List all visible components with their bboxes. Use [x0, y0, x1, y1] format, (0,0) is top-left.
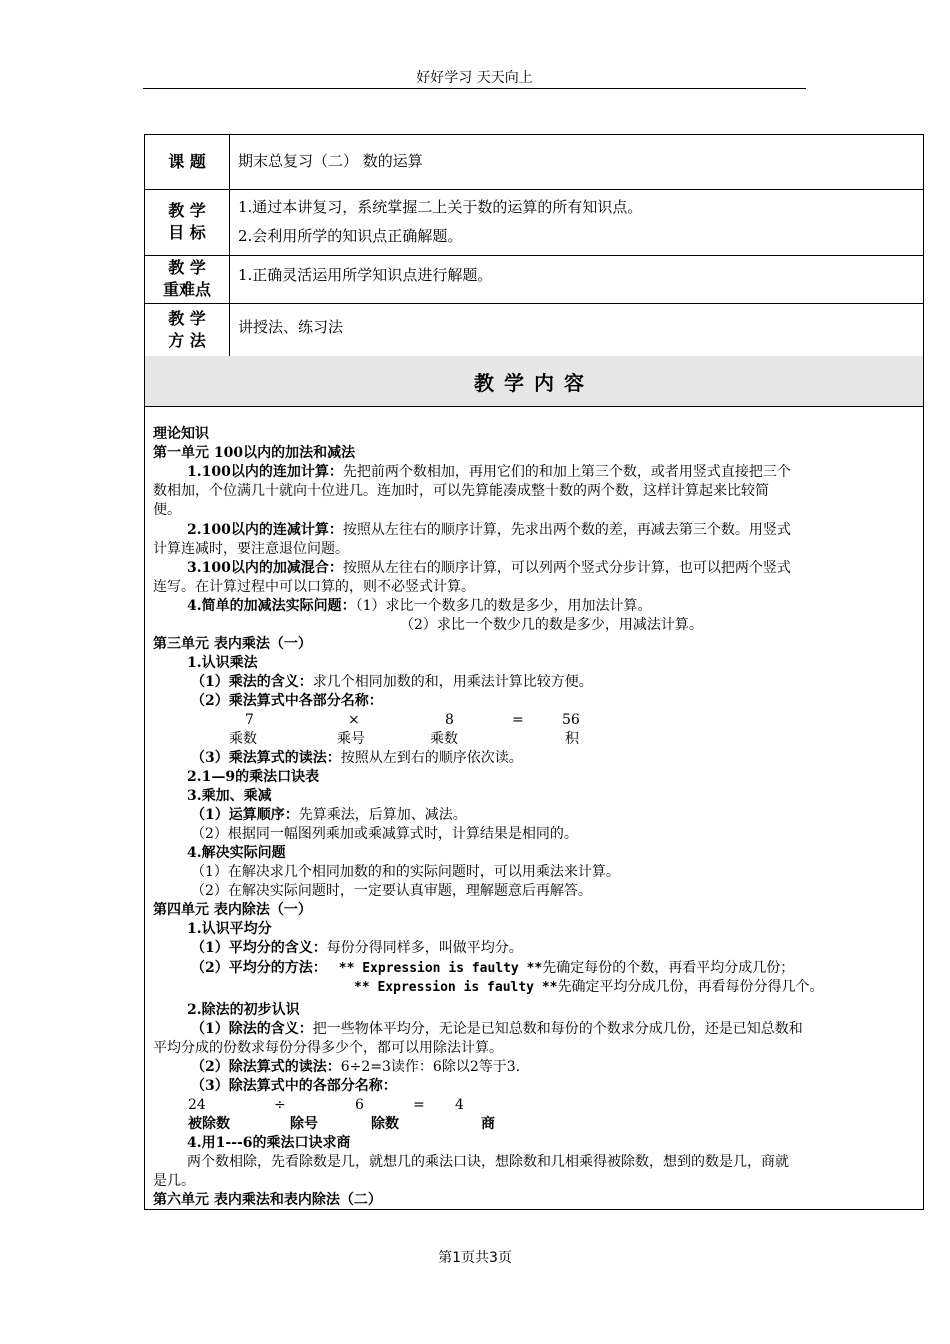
mul-name-factor2: 乘数 — [430, 731, 458, 747]
div-name-sign: 除号 — [290, 1116, 318, 1132]
mul-name-factor1: 乘数 — [229, 731, 257, 747]
u4-h3-line1: 两个数相除，先看除数是几，就想几的乘法口诀，想除数和几相乘得被除数，想到的数是几，商就 — [187, 1154, 789, 1170]
difficulty-label-line2: 重难点 — [162, 280, 211, 299]
mul-eq-sign: × — [348, 712, 360, 728]
div-name-dividend: 被除数 — [188, 1116, 230, 1132]
section-title: 教学内容 — [145, 356, 923, 407]
topic-label-text: 课 题 — [168, 152, 206, 171]
u1-p3-line2: 连写。在计算过程中可以口算的，则不必竖式计算。 — [153, 579, 475, 595]
u3-h4: 4.解决实际问题 — [187, 845, 286, 861]
u3-h3-1-label: （1）运算顺序： — [191, 807, 299, 823]
div-eq-quotient: 4 — [455, 1097, 464, 1113]
u4-2-text2: 先确定平均分成几份，再看每份分得几个。 — [557, 979, 824, 995]
header-rule — [143, 88, 806, 89]
u3-2-label: （2）乘法算式中各部分名称： — [191, 693, 383, 709]
difficulty-label — [145, 255, 230, 303]
u1-p4-line1: （1）求比一个数多几的数是多少，用加法计算。 — [355, 598, 652, 614]
u1-p4 — [187, 597, 652, 616]
u4-1-text: 每份分得同样多，叫做平均分。 — [326, 940, 523, 956]
mul-eq-factor1: 7 — [245, 712, 254, 728]
goal-line-1: 1.通过本讲复习，系统掌握二上关于数的运算的所有知识点。 — [238, 198, 643, 216]
method-label-line1: 教 学 — [168, 308, 206, 328]
u3-1 — [191, 673, 593, 692]
u3-3 — [191, 749, 523, 768]
u1-p2 — [187, 521, 791, 540]
mul-eq-product: 56 — [562, 712, 580, 728]
u1-p1-line3: 便。 — [153, 502, 181, 518]
unit4-heading: 第四单元 表内除法（一） — [153, 902, 312, 918]
u4-h2-2-label: （2）除法算式的读法： — [191, 1059, 341, 1075]
unit6-heading: 第六单元 表内乘法和表内除法（二） — [153, 1192, 382, 1208]
row-topic — [145, 135, 923, 190]
row-goals — [145, 189, 923, 256]
unit1-heading: 第一单元 100以内的加法和减法 — [153, 445, 356, 461]
u3-h4-1: （1）在解决求几个相同加数的和的实际问题时，可以用乘法来计算。 — [191, 864, 620, 880]
u3-3-text: 按照从左到右的顺序依次读。 — [340, 750, 523, 766]
u4-h2-3-label: （3）除法算式中的各部分名称： — [191, 1078, 397, 1094]
u4-2-label: （2）平均分的方法： — [191, 960, 327, 976]
u4-h2-1-line1: 把一些物体平均分，无论是已知总数和每份的个数求分成几份，还是已知总数和 — [312, 1021, 803, 1037]
u4-2-text1: 先确定每份的个数，再看平均分成几份； — [542, 960, 795, 976]
u3-h3: 3.乘加、乘减 — [187, 788, 272, 804]
u4-h2-1-line2: 平均分成的份数求每份分得多少个，都可以用除法计算。 — [153, 1040, 503, 1056]
u1-p1-label: 1.100以内的连加计算： — [187, 464, 343, 480]
u3-h3-2: （2）根据同一幅图列乘加或乘减算式时，计算结果是相同的。 — [191, 826, 578, 842]
page-footer: 第1页共3页 — [438, 1250, 512, 1266]
u4-h2-1 — [191, 1020, 803, 1039]
u1-p1-line2: 数相加，个位满几十就向十位进几。连加时，可以先算能凑成整十数的两个数，这样计算起来比较简 — [153, 483, 769, 499]
method-label — [145, 303, 230, 356]
u4-2-error-2: ** Expression is faulty ** — [354, 980, 558, 995]
row-method — [145, 303, 923, 357]
u4-1 — [191, 939, 523, 958]
u1-p2-line2: 计算连减时，要注意退位问题。 — [153, 541, 349, 557]
div-eq-equals: = — [413, 1097, 425, 1113]
goal-line-2: 2.会利用所学的知识点正确解题。 — [238, 227, 463, 245]
goal-label-line2: 目 标 — [168, 223, 206, 242]
mul-eq-factor2: 8 — [445, 712, 454, 728]
u3-1-label: （1）乘法的含义： — [191, 674, 313, 690]
difficulty-label-line1: 教 学 — [168, 258, 206, 277]
u3-h1: 1.认识乘法 — [187, 655, 258, 671]
topic-label — [145, 135, 230, 189]
div-name-quotient: 商 — [481, 1116, 495, 1132]
row-difficulty — [145, 255, 923, 304]
u4-2-error-1: ** Expression is faulty ** — [338, 961, 543, 976]
u4-2-line2 — [354, 978, 824, 997]
method-value: 讲授法、练习法 — [238, 318, 344, 336]
u4-1-label: （1）平均分的含义： — [191, 940, 327, 956]
goal-label-line1: 教 学 — [168, 201, 206, 220]
u4-h3-line2: 是几。 — [153, 1173, 195, 1189]
u1-p2-label: 2.100以内的连减计算： — [187, 522, 343, 538]
lesson-plan-table — [144, 134, 924, 1210]
u1-p3-line1: 按照从左往右的顺序计算，可以列两个竖式分步计算，也可以把两个竖式 — [342, 560, 791, 576]
unit3-heading: 第三单元 表内乘法（一） — [153, 636, 312, 652]
u1-p1 — [187, 463, 791, 482]
u4-2 — [191, 959, 794, 978]
u1-p4-label: 4.简单的加减法实际问题： — [187, 598, 356, 614]
u4-h3: 4.用1---6的乘法口诀求商 — [187, 1135, 351, 1151]
difficulty-value: 1.正确灵活运用所学知识点进行解题。 — [238, 266, 493, 284]
u3-h4-2: （2）在解决实际问题时，一定要认真审题，理解题意后再解答。 — [191, 883, 592, 899]
u3-h3-1 — [191, 806, 467, 825]
u3-h2: 2.1—9的乘法口诀表 — [187, 769, 320, 785]
u1-p3-label: 3.100以内的加减混合： — [187, 560, 343, 576]
u3-h3-1-text: 先算乘法，后算加、减法。 — [298, 807, 467, 823]
u3-3-label: （3）乘法算式的读法： — [191, 750, 341, 766]
topic-value: 期末总复习（二） 数的运算 — [238, 152, 423, 170]
u4-h1: 1.认识平均分 — [187, 921, 272, 937]
u1-p3 — [187, 559, 791, 578]
div-eq-divisor: 6 — [355, 1097, 364, 1113]
mul-eq-equals: = — [512, 712, 524, 728]
page-header: 好好学习 天天向上 — [416, 70, 533, 86]
u4-h2-2-text: 6÷2=3读作：6除以2等于3. — [340, 1059, 521, 1075]
div-eq-dividend: 24 — [188, 1097, 206, 1113]
mul-name-product: 积 — [565, 731, 579, 747]
u1-p1-line1: 先把前两个数相加，再用它们的和加上第三个数，或者用竖式直接把三个 — [342, 464, 791, 480]
u4-h2-2 — [191, 1058, 520, 1077]
method-label-line2: 方 法 — [168, 330, 206, 350]
mul-name-sign: 乘号 — [337, 731, 365, 747]
u4-h2-1-label: （1）除法的含义： — [191, 1021, 313, 1037]
u3-1-text: 求几个相同加数的和，用乘法计算比较方便。 — [312, 674, 593, 690]
u1-p4-line2: （2）求比一个数少几的数是多少，用减法计算。 — [400, 617, 703, 633]
u1-p2-line1: 按照从左往右的顺序计算，先求出两个数的差，再减去第三个数。用竖式 — [342, 522, 791, 538]
theory-heading: 理论知识 — [153, 426, 209, 442]
u4-h2: 2.除法的初步认识 — [187, 1002, 300, 1018]
goal-label — [145, 189, 230, 255]
div-name-divisor: 除数 — [371, 1116, 399, 1132]
div-eq-sign: ÷ — [274, 1097, 286, 1113]
